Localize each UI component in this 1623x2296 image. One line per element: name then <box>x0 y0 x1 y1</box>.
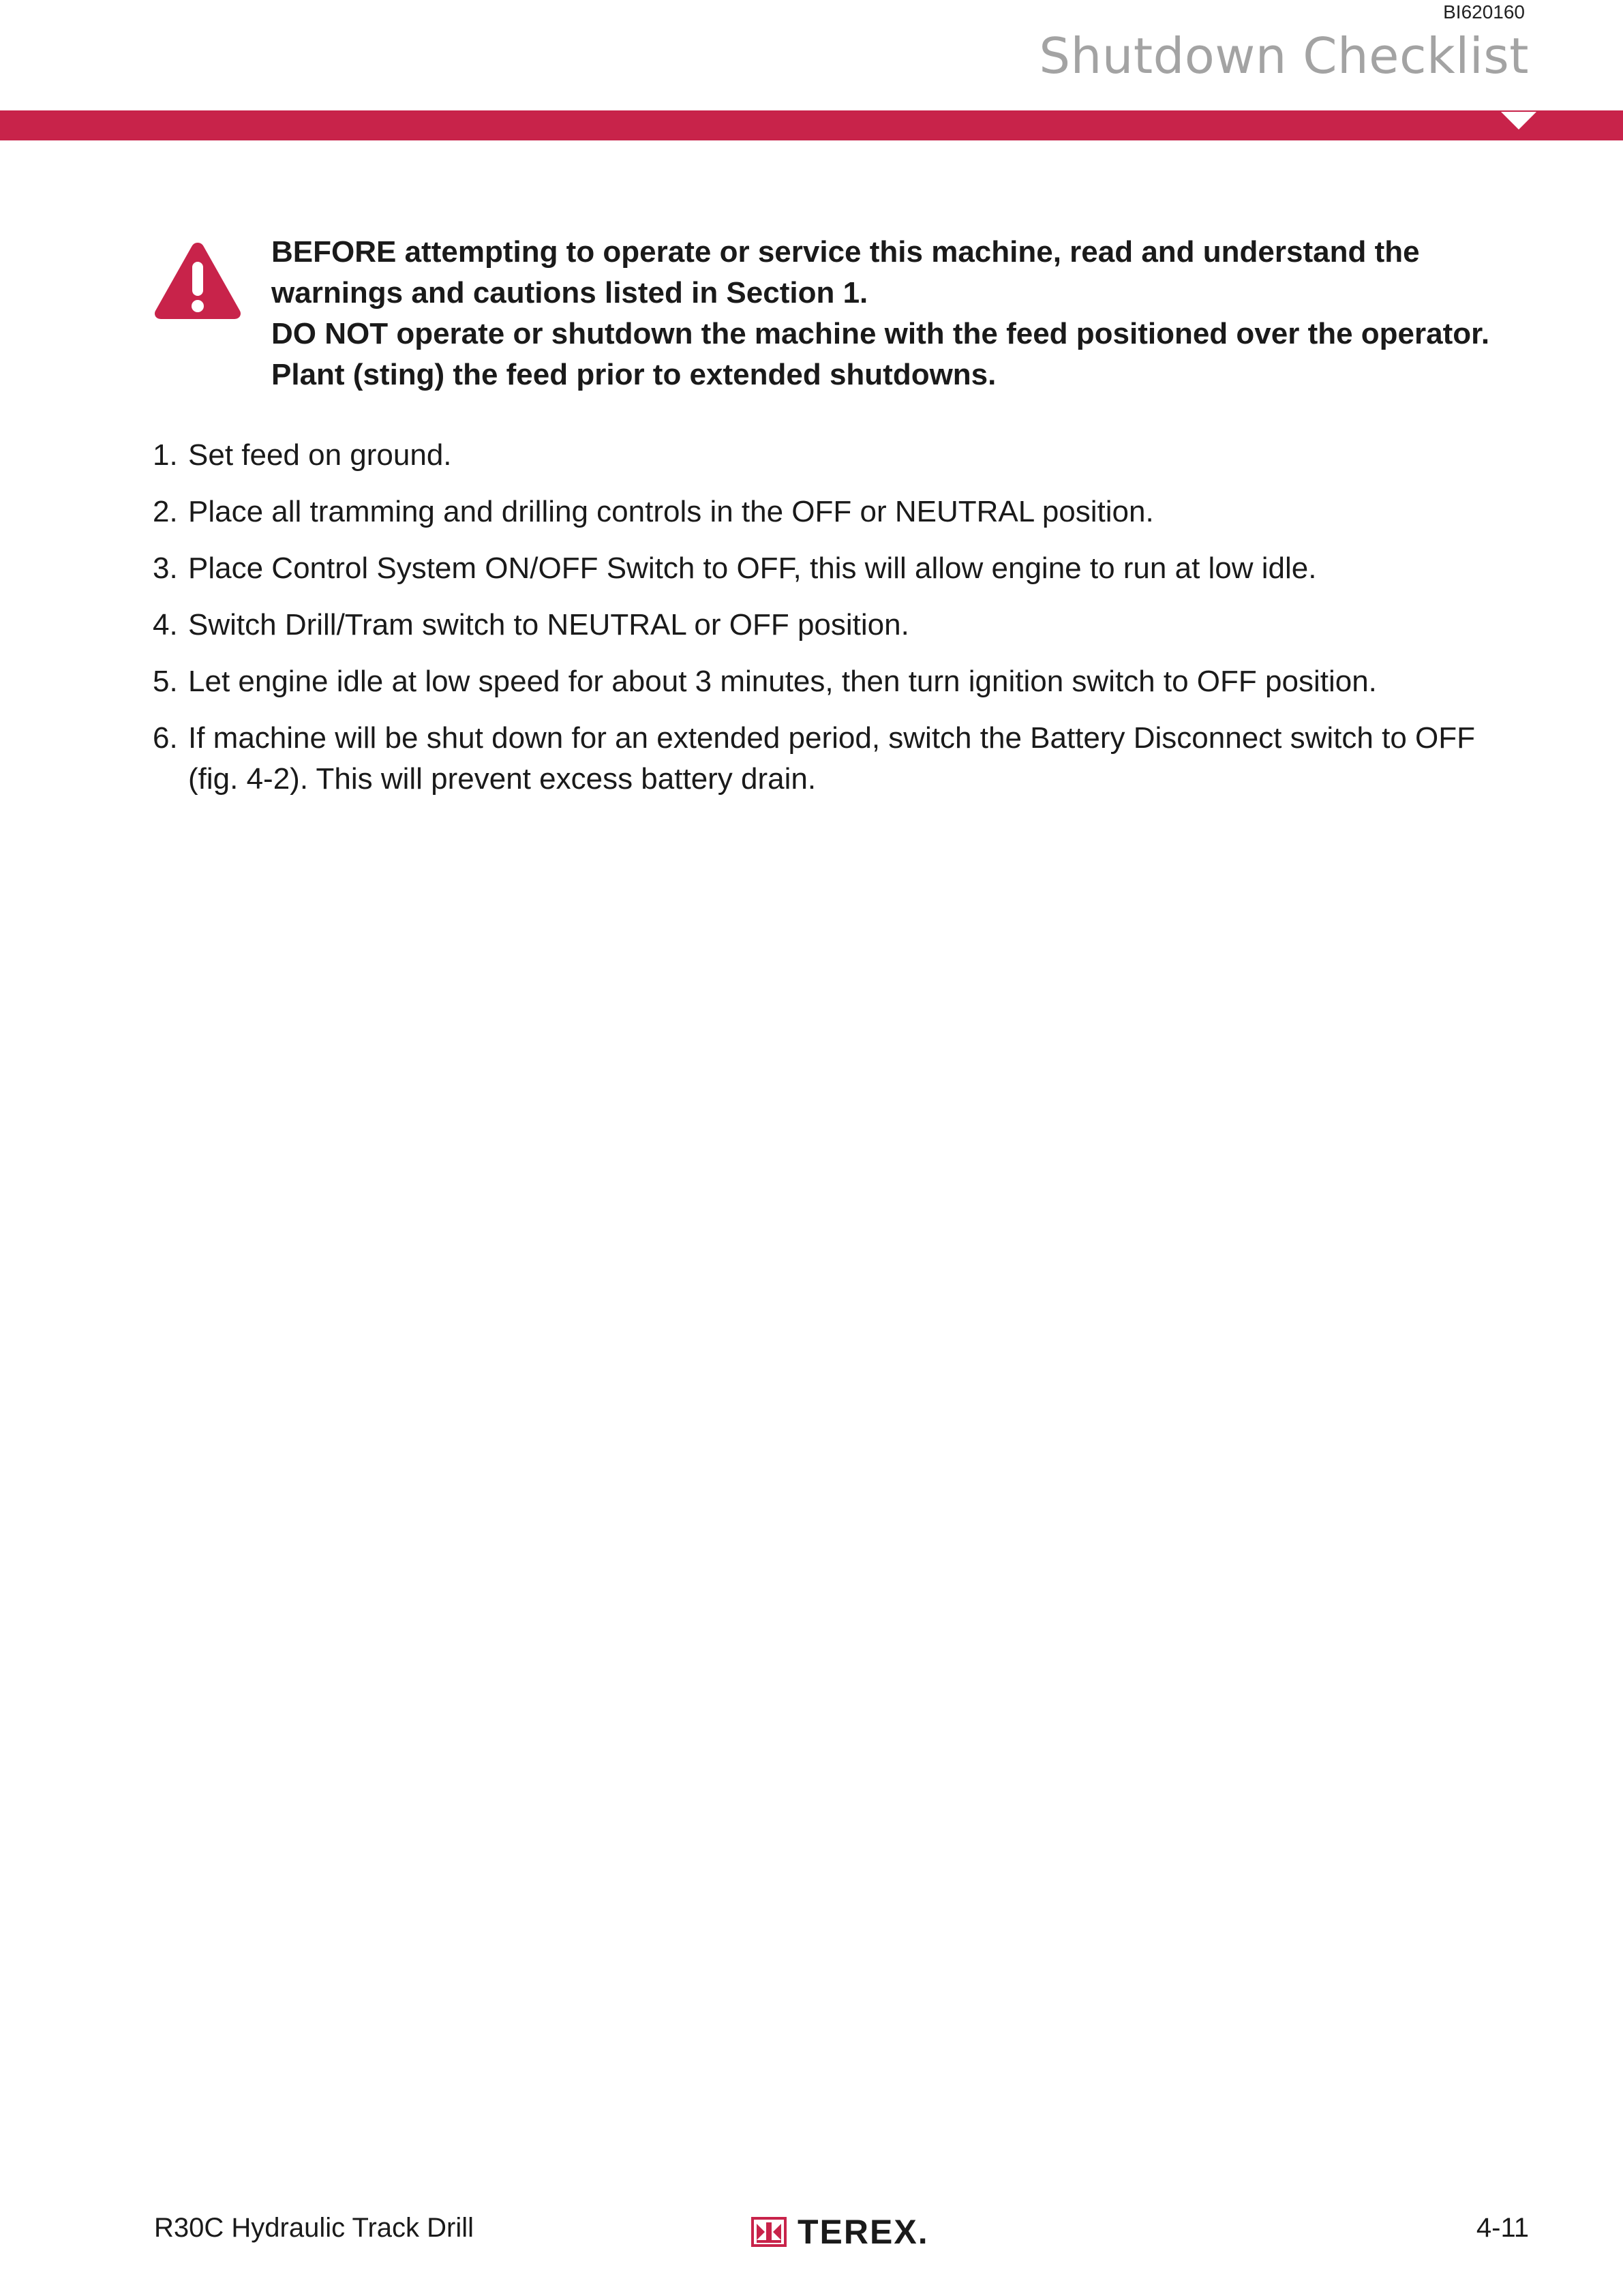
list-item <box>153 492 1516 532</box>
header-band <box>0 110 1623 140</box>
list-item <box>153 548 1516 589</box>
step-text: Place all tramming and drilling controls in the OFF or NEUTRAL position. <box>188 495 1154 528</box>
logo-wordmark: TEREX. <box>798 2213 929 2251</box>
step-text: If machine will be shut down for an extended period, switch the Battery Disconnect switch to OFF (fig. 4-2). This will prevent excess battery drain. <box>188 721 1476 796</box>
step-text: Set feed on ground. <box>188 438 452 472</box>
list-item <box>153 605 1516 646</box>
list-item <box>153 661 1516 702</box>
page-title: Shutdown Checklist <box>1039 27 1529 85</box>
step-number: 6. <box>153 721 178 755</box>
step-number: 5. <box>153 665 178 698</box>
terex-logo-icon <box>751 2217 787 2247</box>
step-text: Let engine idle at low speed for about 3 minutes, then turn ignition switch to OFF position. <box>188 665 1377 698</box>
footer-product-name: R30C Hydraulic Track Drill <box>154 2213 474 2243</box>
shutdown-steps <box>153 435 1516 815</box>
step-text: Place Control System ON/OFF Switch to OFF, this will allow engine to run at low idle. <box>188 552 1317 585</box>
band-notch-icon <box>1501 112 1536 130</box>
doc-id: BI620160 <box>1443 1 1525 22</box>
step-number: 1. <box>153 438 178 472</box>
warning-line: DO NOT operate or shutdown the machine with the feed positioned over the operator. <box>271 317 1490 350</box>
warning-line: Plant (sting) the feed prior to extended shutdowns. <box>271 358 997 391</box>
warning-triangle-icon <box>153 239 243 320</box>
warning-line: BEFORE attempting to operate or service this machine, read and understand the warnings and cautions listed in Section 1. <box>271 235 1420 309</box>
list-item <box>153 718 1516 800</box>
step-number: 4. <box>153 608 178 641</box>
step-number: 3. <box>153 552 178 585</box>
warning-text <box>271 232 1519 395</box>
page-number: 4-11 <box>1476 2213 1529 2243</box>
step-text: Switch Drill/Tram switch to NEUTRAL or OFF position. <box>188 608 909 641</box>
list-item <box>153 435 1516 476</box>
step-number: 2. <box>153 495 178 528</box>
footer-logo <box>751 2213 929 2251</box>
